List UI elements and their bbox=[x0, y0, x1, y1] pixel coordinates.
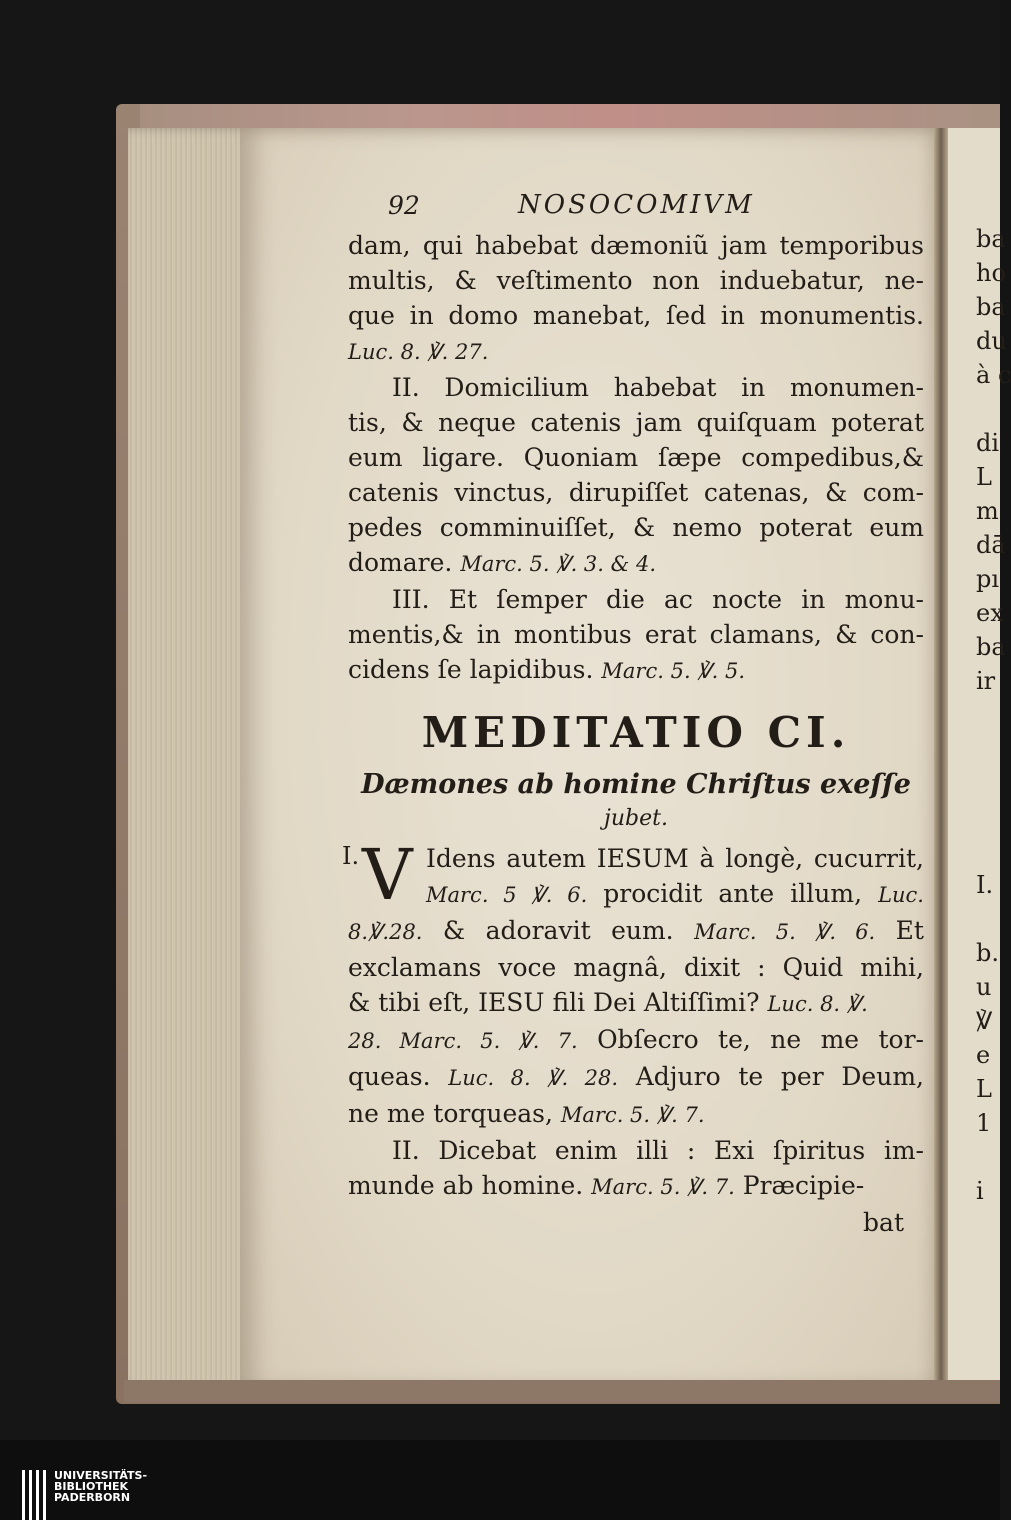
text-line bbox=[348, 985, 924, 1022]
library-name bbox=[54, 1470, 147, 1503]
scripture-reference: Marc. 5. ℣. 7. bbox=[560, 1103, 705, 1127]
facing-fragment: L bbox=[976, 463, 992, 491]
text-line bbox=[348, 950, 924, 985]
library-logo-icon bbox=[22, 1470, 48, 1520]
drop-cap: V bbox=[362, 834, 413, 916]
facing-fragment: dā bbox=[976, 531, 1006, 559]
facing-fragment: ℣ bbox=[976, 1007, 993, 1035]
line-text: III. Et ſemper die ac nocte in monu- bbox=[392, 585, 924, 614]
facing-fragment: di bbox=[976, 429, 1000, 457]
page-number: 92 bbox=[388, 191, 420, 220]
line-text: tis, & neque catenis jam quiſquam poterat bbox=[348, 408, 924, 437]
text-line bbox=[348, 510, 924, 545]
catchword: bat bbox=[863, 1208, 904, 1237]
line-text: domare. bbox=[348, 548, 461, 577]
meditation-subtitle-2: jubet. bbox=[604, 806, 668, 831]
text-line bbox=[348, 263, 924, 298]
text-line bbox=[348, 545, 924, 582]
text-line bbox=[348, 440, 924, 475]
facing-fragment: ba bbox=[976, 293, 1006, 321]
line-text: Idens autem IESUM à longè, cucurrit, bbox=[426, 844, 924, 873]
meditation-subtitle: Dæmones ab homine Chriſtus exeſſe bbox=[361, 769, 911, 800]
scripture-reference: Luc. 8. ℣. 27. bbox=[348, 340, 489, 364]
library-line-1: UNIVERSITÄTS- bbox=[54, 1469, 148, 1482]
text-line bbox=[348, 228, 924, 263]
facing-fragment: u bbox=[976, 973, 992, 1001]
running-title: NOSOCOMIVM bbox=[518, 190, 755, 220]
text-line bbox=[348, 475, 924, 510]
facing-fragment: à c bbox=[976, 361, 1011, 389]
page-edges bbox=[128, 128, 258, 1390]
scripture-reference: Marc. 5. ℣. 5. bbox=[601, 659, 746, 683]
line-text: Et bbox=[875, 916, 924, 945]
facing-fragment bbox=[976, 834, 1000, 868]
facing-fragment: ir bbox=[976, 667, 996, 695]
scripture-reference: Marc. 5. ℣. 7. bbox=[591, 1175, 735, 1199]
paragraph-number: I. bbox=[342, 842, 360, 870]
line-text: catenis vinctus, dirupiſſet catenas, & com- bbox=[348, 478, 924, 507]
facing-fragment: ba bbox=[976, 225, 1006, 253]
line-text: exclamans voce magnâ, dixit : Quid mihi, bbox=[348, 953, 924, 982]
facing-fragment: ba bbox=[976, 633, 1006, 661]
scripture-reference: 8.℣.28. bbox=[348, 920, 423, 944]
line-text: & adoravit eum. bbox=[422, 916, 695, 945]
line-text: cidens ſe lapidibus. bbox=[348, 655, 602, 684]
line-text: & tibi eſt, IESU fili Dei Altiſſimi? bbox=[348, 988, 768, 1017]
text-line bbox=[348, 876, 924, 913]
text-line bbox=[348, 405, 924, 440]
line-text: Adjuro te per Deum, bbox=[618, 1062, 924, 1091]
library-line-2: BIBLIOTHEK bbox=[54, 1480, 129, 1493]
footer-bar bbox=[0, 1440, 1000, 1520]
book-gutter bbox=[934, 128, 948, 1390]
text-line bbox=[348, 913, 924, 950]
line-text: Præcipie- bbox=[734, 1171, 865, 1200]
line-text: Obſecro te, ne me tor- bbox=[577, 1025, 925, 1054]
scripture-reference: Marc. 5. ℣. 6. bbox=[694, 920, 876, 944]
text-line bbox=[348, 1096, 924, 1133]
scripture-reference: Luc. 8. ℣. 28. bbox=[448, 1066, 619, 1090]
facing-fragment: e bbox=[976, 1041, 991, 1069]
line-text: que in domo manebat, ſed in monumentis. bbox=[348, 301, 924, 330]
text-line bbox=[348, 1168, 924, 1205]
facing-fragment: ho bbox=[976, 259, 1006, 287]
facing-fragment: pı bbox=[976, 565, 1000, 593]
text-line bbox=[348, 1133, 924, 1168]
text-line bbox=[348, 298, 924, 333]
text-line bbox=[348, 1059, 924, 1096]
scripture-reference: Luc. bbox=[878, 883, 924, 907]
facing-fragment: I. bbox=[976, 871, 994, 899]
meditation-heading: MEDITATIO CI. bbox=[421, 708, 851, 757]
facing-page-text bbox=[976, 222, 1011, 1208]
drop-cap-paragraph bbox=[342, 834, 925, 1205]
line-text: procidit ante illum, bbox=[587, 879, 879, 908]
facing-fragment: i bbox=[976, 1177, 984, 1205]
line-text: queas. bbox=[348, 1062, 449, 1091]
text-block-before bbox=[348, 228, 924, 689]
facing-fragment: ex bbox=[976, 599, 1004, 627]
facing-fragment bbox=[976, 1140, 1000, 1174]
page-text bbox=[342, 188, 925, 1240]
line-text: II. Dicebat enim illi : Exi ſpiritus im- bbox=[392, 1136, 924, 1165]
line-text: eum ligare. Quoniam ſæpe compedibus,& bbox=[348, 443, 924, 472]
text-line bbox=[348, 333, 924, 370]
facing-fragment: m bbox=[976, 497, 999, 525]
scripture-reference: Marc. 5 ℣. 6. bbox=[426, 883, 588, 907]
text-line bbox=[348, 841, 924, 876]
scripture-reference: 28. Marc. 5. ℣. 7. bbox=[348, 1029, 578, 1053]
line-text: ne me torqueas, bbox=[348, 1099, 561, 1128]
text-line bbox=[348, 1022, 924, 1059]
line-text: II. Domicilium habebat in monumen- bbox=[392, 373, 924, 402]
line-text: munde ab homine. bbox=[348, 1171, 592, 1200]
text-line bbox=[348, 617, 924, 652]
line-text: multis, & veſtimento non induebatur, ne- bbox=[348, 266, 924, 295]
facing-fragment: L bbox=[976, 1075, 992, 1103]
text-block-after bbox=[348, 834, 925, 1205]
text-line bbox=[348, 582, 924, 617]
facing-fragment bbox=[976, 392, 1000, 426]
line-text: mentis,& in montibus erat clamans, & con- bbox=[348, 620, 924, 649]
scripture-reference: Luc. 8. ℣. bbox=[767, 992, 868, 1016]
library-line-3: PADERBORN bbox=[54, 1491, 131, 1504]
facing-fragment bbox=[976, 698, 1000, 732]
line-text: dam, qui habebat dæmoniũ jam temporibus bbox=[348, 231, 924, 260]
facing-fragment bbox=[976, 732, 1000, 766]
facing-fragment bbox=[976, 800, 1000, 834]
text-line bbox=[348, 370, 924, 405]
facing-fragment: du bbox=[976, 327, 1007, 355]
text-line bbox=[348, 652, 924, 689]
line-text: pedes comminuiſſet, & nemo poterat eum bbox=[348, 513, 924, 542]
facing-fragment: 1 bbox=[976, 1109, 992, 1137]
running-head bbox=[348, 188, 924, 228]
facing-fragment: b. bbox=[976, 939, 999, 967]
facing-fragment bbox=[976, 902, 1000, 936]
bottom-edge bbox=[124, 1380, 1000, 1402]
facing-fragment bbox=[976, 766, 1000, 800]
scripture-reference: Marc. 5. ℣. 3. & 4. bbox=[460, 552, 657, 576]
